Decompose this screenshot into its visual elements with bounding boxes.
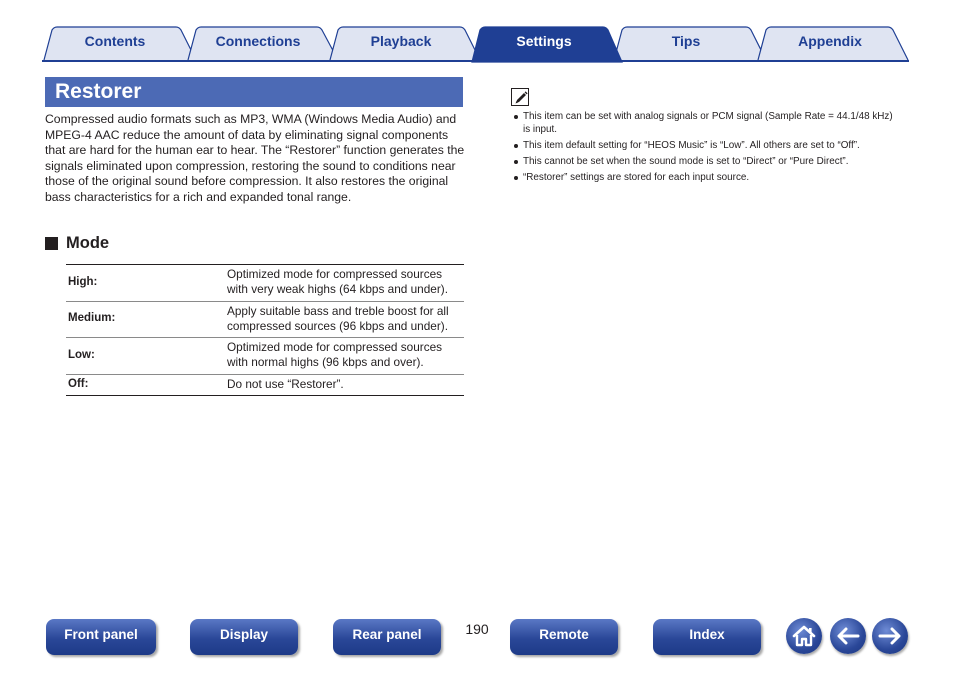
rear-panel-button[interactable]: Rear panel — [333, 619, 441, 655]
mode-key: High: — [66, 265, 226, 302]
tab-tips[interactable]: Tips — [671, 33, 701, 49]
forward-arrow-icon[interactable] — [872, 618, 908, 654]
tab-appendix[interactable]: Appendix — [798, 33, 862, 49]
page-title: Restorer — [55, 80, 142, 103]
notes-list — [510, 110, 900, 187]
mode-key: Off: — [66, 374, 226, 395]
list-item: This item default setting for “HEOS Music” is “Low”. All others are set to “Off”. — [510, 139, 900, 152]
page-number: 190 — [465, 621, 489, 637]
mode-key: Low: — [66, 338, 226, 375]
section-title-bar — [45, 77, 463, 107]
table-row — [66, 301, 464, 338]
tab-contents[interactable]: Contents — [84, 33, 146, 49]
tab-connections[interactable]: Connections — [215, 33, 301, 49]
table-row — [66, 374, 464, 395]
mode-description: Optimized mode for compressed sources with very weak highs (64 kbps and under). — [226, 265, 464, 302]
top-tab-bar — [0, 0, 954, 64]
display-button[interactable]: Display — [190, 619, 298, 655]
pencil-note-icon — [511, 88, 529, 106]
back-arrow-icon[interactable] — [830, 618, 866, 654]
intro-paragraph: Compressed audio formats such as MP3, WMA (Windows Media Audio) and MPEG-4 AAC reduce the amount of data by eliminating signal components that are hard for the human ear to hear. The “Restorer” function generates the signals eliminated upon compression, restoring the sound to conditions near those of the original sound before compression. It also restores the original bass characteristics for a rich and expanded tonal range. — [45, 112, 465, 204]
front-panel-button[interactable]: Front panel — [46, 619, 156, 655]
table-row — [66, 338, 464, 375]
mode-heading-label: Mode — [66, 233, 110, 252]
mode-description: Optimized mode for compressed sources with normal highs (96 kbps and over). — [226, 338, 464, 375]
list-item: “Restorer” settings are stored for each input source. — [510, 171, 900, 184]
index-button[interactable]: Index — [653, 619, 761, 655]
mode-heading — [45, 234, 109, 252]
mode-description: Do not use “Restorer”. — [226, 374, 464, 395]
table-row — [66, 265, 464, 302]
mode-key: Medium: — [66, 301, 226, 338]
mode-table — [66, 264, 464, 396]
list-item: This item can be set with analog signals or PCM signal (Sample Rate = 44.1/48 kHz) is input. — [510, 110, 900, 137]
heading-square-icon — [45, 237, 58, 250]
home-icon[interactable] — [786, 618, 822, 654]
tab-settings[interactable]: Settings — [516, 33, 572, 49]
tab-playback[interactable]: Playback — [370, 33, 432, 49]
list-item: This cannot be set when the sound mode is set to “Direct” or “Pure Direct”. — [510, 155, 900, 168]
mode-description: Apply suitable bass and treble boost for all compressed sources (96 kbps and under). — [226, 301, 464, 338]
tab-shapes — [0, 0, 954, 64]
remote-button[interactable]: Remote — [510, 619, 618, 655]
